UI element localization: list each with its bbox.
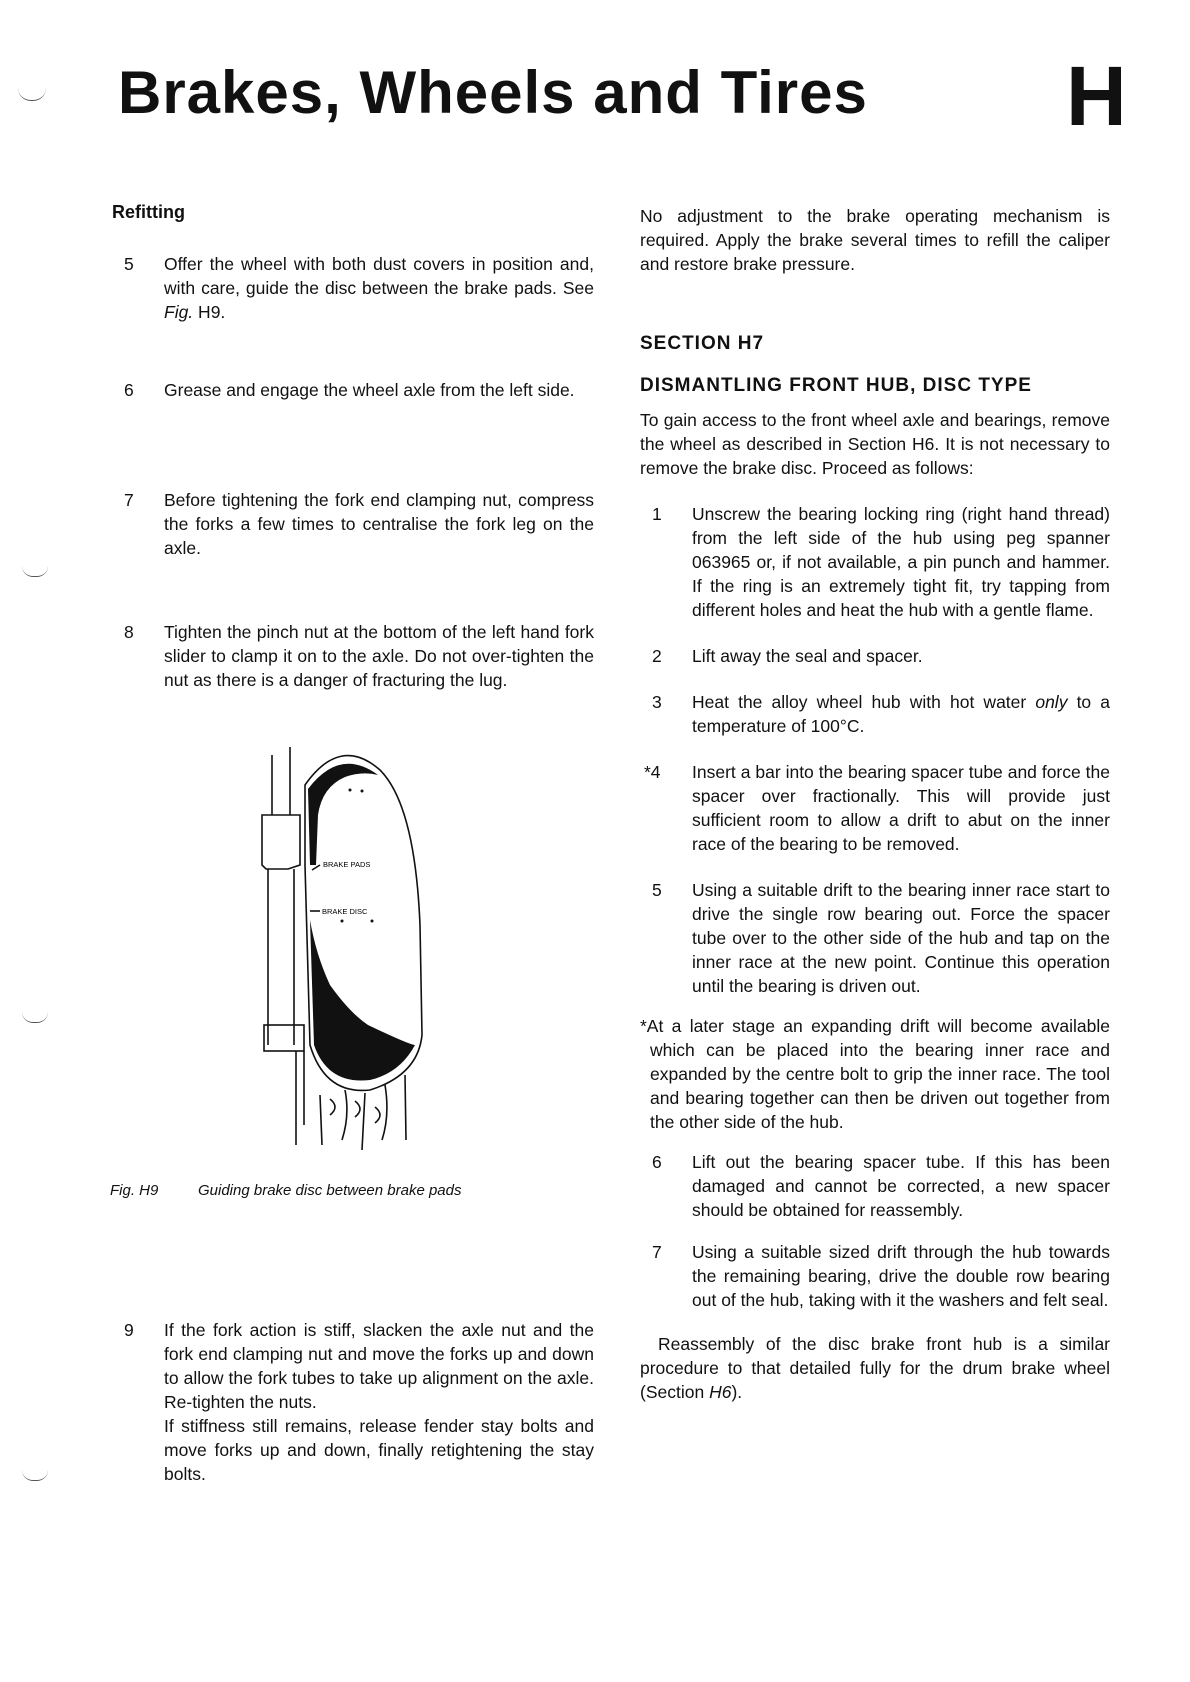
brake-pads-label: BRAKE PADS: [323, 860, 371, 869]
step-number: 5: [652, 880, 662, 900]
step-text: Offer the wheel with both dust covers in position and, with care, guide the disc between the brake pads. See Fig. H9.: [164, 254, 594, 322]
list-item: [640, 1150, 1110, 1222]
left-column: [112, 200, 592, 224]
left-step-5: [124, 252, 594, 324]
step-number: 5: [124, 254, 134, 274]
refitting-subheading: Refitting: [112, 202, 185, 222]
brake-disc-shading: [310, 920, 415, 1081]
list-item: [640, 878, 1110, 998]
step-number: 8: [124, 622, 134, 642]
section-letter-badge: H: [1066, 49, 1127, 143]
step-text: Lift away the seal and spacer.: [692, 646, 923, 666]
step-text: Heat the alloy wheel hub with hot water only to a temperature of 100°C.: [692, 692, 1111, 736]
section-intro-paragraph: To gain access to the front wheel axle and bearings, remove the wheel as described in Section H6. It is not necessary to remove the brake disc. Proceed as follows:: [640, 410, 1110, 478]
list-item: [640, 1240, 1110, 1312]
step-number: 7: [124, 490, 134, 510]
step-text: Before tightening the fork end clamping nut, compress the forks a few times to centralise the fork leg on the axle.: [164, 490, 594, 558]
step-text: Unscrew the bearing locking ring (right hand thread) from the left side of the hub using peg spanner 063965 or, if not available, a pin punch and hammer. If the ring is an extremely tight fit, try tapping from different holes and heat the hub with a gentle flame.: [692, 504, 1110, 620]
step-number: *4: [644, 762, 661, 782]
list-item: [640, 690, 1110, 738]
step-text: Using a suitable drift to the bearing inner race start to drive the single row bearing out. Force the spacer tube over to the other side of the hub and tap on the inner race at the new point. Continue this operation until the bearing is driven out.: [692, 880, 1110, 996]
step-text: Lift out the bearing spacer tube. If this has been damaged and cannot be corrected, a new spacer should be obtained for reassembly.: [692, 1152, 1110, 1220]
step-number: 6: [652, 1152, 662, 1172]
closing-paragraph: Reassembly of the disc brake front hub is a similar procedure to that detailed fully for the drum brake wheel (Section H6).: [640, 1334, 1110, 1402]
step-text: Insert a bar into the bearing spacer tube and force the spacer over fractionally. This will provide just sufficient room to allow a drift to abut on the inner race of the bearing to be removed.: [692, 762, 1110, 854]
brake-disc-shading: [308, 764, 378, 865]
left-step-6: [124, 378, 594, 402]
binder-hole-mark: [22, 1470, 48, 1481]
step-number: 2: [652, 646, 662, 666]
right-column: [640, 204, 1110, 1404]
figure-caption: [110, 1182, 462, 1199]
step-number: 9: [124, 1320, 134, 1340]
section-label: SECTION H7: [640, 333, 765, 354]
step-text: Tighten the pinch nut at the bottom of the left hand fork slider to clamp it on to the axle. Do not over-tighten the nut as there is a danger of fracturing the lug.: [164, 622, 594, 690]
left-step-7: [124, 488, 594, 560]
note-paragraph: *At a later stage an expanding drift will become available which can be placed into the bearing inner race and expanded by the centre bolt to grip the inner race. The tool and bearing together can then be driven out together from the other side of the hub.: [640, 1016, 1110, 1132]
left-step-8: [124, 620, 594, 692]
step-text: If the fork action is stiff, slacken the axle nut and the fork end clamping nut and move the forks up and down to allow the fork tubes to take up alignment on the axle. Re-tighten the nuts. If stiffness still remains, release fender stay bolts and move forks up and down, finally retightening the stay bolts.: [164, 1320, 594, 1484]
section-heading: DISMANTLING FRONT HUB, DISC TYPE: [640, 375, 1032, 396]
intro-paragraph: No adjustment to the brake operating mechanism is required. Apply the brake several times to refill the caliper and restore brake pressure.: [640, 206, 1110, 274]
figure-caption-number: Fig. H9: [110, 1182, 159, 1199]
step-text: Using a suitable sized drift through the hub towards the remaining bearing, drive the double row bearing out of the hub, taking with it the washers and felt seal.: [692, 1242, 1110, 1310]
step-number: 3: [652, 692, 662, 712]
brake-disc-label: BRAKE DISC: [322, 907, 368, 916]
step-number: 7: [652, 1242, 662, 1262]
left-step-9: [124, 1318, 594, 1486]
page-title: Brakes, Wheels and Tires: [118, 59, 868, 126]
binder-hole-mark: [18, 88, 46, 101]
step-text: Grease and engage the wheel axle from the left side.: [164, 380, 575, 400]
step-number: 6: [124, 380, 134, 400]
list-item: [640, 760, 1110, 856]
list-item: [640, 502, 1110, 622]
binder-hole-mark: [22, 566, 48, 577]
figure-caption-text: Guiding brake disc between brake pads: [198, 1182, 462, 1199]
figure-h9-illustration: [250, 745, 450, 1155]
list-item: [640, 644, 1110, 668]
binder-hole-mark: [22, 1012, 48, 1023]
step-number: 1: [652, 504, 662, 524]
